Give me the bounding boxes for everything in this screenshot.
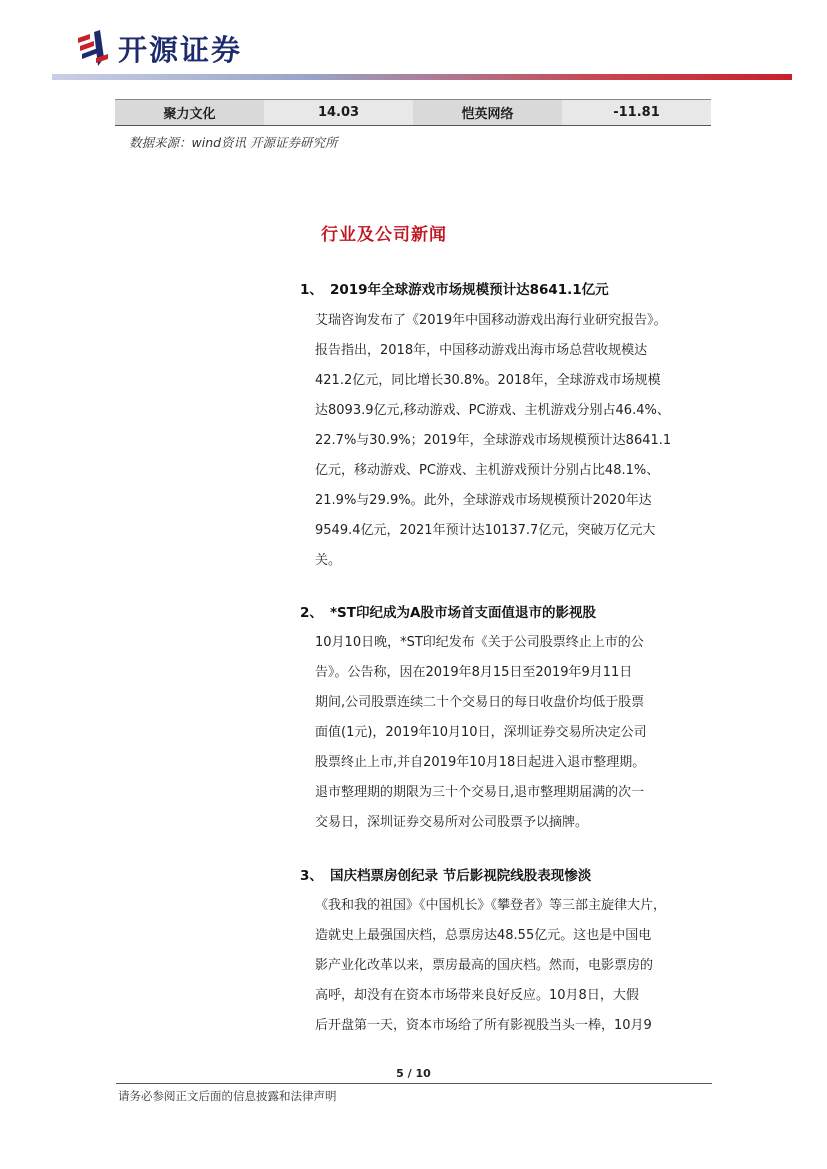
table-row — [115, 99, 711, 126]
paragraph-line: 达8093.9亿元,移动游戏、PC游戏、主机游戏分别占46.4%、 — [315, 403, 670, 418]
paragraph-line: 股票终止上市,并自2019年10月18日起进入退市整理期。 — [315, 755, 646, 770]
paragraph-line: 交易日，深圳证券交易所对公司股票予以摘牌。 — [315, 815, 589, 830]
news-number: 3、 — [300, 868, 323, 884]
news-title: 国庆档票房创纪录 节后影视院线股表现惨淡 — [330, 868, 592, 884]
paragraph-line: 报告指出，2018年，中国移动游戏出海市场总营收规模达 — [315, 343, 648, 358]
paragraph-line: 9549.4亿元，2021年预计达10137.7亿元，突破万亿元大 — [315, 523, 656, 538]
table-cell: 恺英网络 — [413, 100, 562, 125]
data-source-note: 数据来源：wind资讯 开源证券研究所 — [129, 135, 338, 150]
page-number: 5 / 10 — [396, 1067, 431, 1080]
table-cell: 14.03 — [264, 100, 413, 125]
paragraph-line: 22.7%与30.9%；2019年，全球游戏市场规模预计达8641.1 — [315, 433, 672, 448]
logo-mark-icon — [76, 28, 110, 68]
section-title: 行业及公司新闻 — [321, 225, 447, 245]
news-number: 2、 — [300, 605, 323, 621]
paragraph-line: 后开盘第一天，资本市场给了所有影视股当头一棒，10月9 — [315, 1018, 652, 1033]
news-title: 2019年全球游戏市场规模预计达8641.1亿元 — [330, 282, 609, 298]
table-cell: 聚力文化 — [115, 100, 264, 125]
paragraph-line: 《我和我的祖国》《中国机长》《攀登者》等三部主旋律大片， — [315, 898, 667, 913]
paragraph-line: 造就史上最强国庆档，总票房达48.55亿元。这也是中国电 — [315, 928, 652, 943]
paragraph-line: 期间,公司股票连续二十个交易日的每日收盘价均低于股票 — [315, 695, 645, 710]
footer-divider — [116, 1083, 712, 1084]
logo-text: 开源证券 — [118, 32, 243, 67]
table-cell: -11.81 — [562, 100, 711, 125]
paragraph-line: 影产业化改革以来，票房最高的国庆档。然而，电影票房的 — [315, 958, 654, 973]
news-title: *ST印纪成为A股市场首支面值退市的影视股 — [330, 605, 596, 621]
paragraph-line: 退市整理期的期限为三十个交易日,退市整理期届满的次一 — [315, 785, 645, 800]
paragraph-line: 艾瑞咨询发布了《2019年中国移动游戏出海行业研究报告》。 — [315, 313, 667, 328]
news-number: 1、 — [300, 282, 323, 298]
paragraph-line: 关。 — [315, 553, 342, 568]
paragraph-line: 高呼，却没有在资本市场带来良好反应。10月8日，大假 — [315, 988, 639, 1003]
company-logo — [76, 26, 242, 70]
paragraph-line: 告》。公告称，因在2019年8月15日至2019年9月11日 — [315, 665, 633, 680]
paragraph-line: 亿元，移动游戏、PC游戏、主机游戏预计分别占比48.1%、 — [315, 463, 660, 478]
header-divider — [52, 74, 792, 80]
paragraph-line: 10月10日晚，*ST印纪发布《关于公司股票终止上市的公 — [315, 635, 644, 650]
legal-disclaimer: 请务必参阅正文后面的信息披露和法律声明 — [118, 1089, 337, 1103]
paragraph-line: 421.2亿元，同比增长30.8%。2018年，全球游戏市场规模 — [315, 373, 661, 388]
paragraph-line: 面值(1元)，2019年10月10日，深圳证券交易所决定公司 — [315, 725, 647, 740]
news-body-3 — [315, 891, 715, 1041]
paragraph-line: 21.9%与29.9%。此外，全球游戏市场规模预计2020年达 — [315, 493, 652, 508]
news-body-1 — [315, 306, 715, 576]
news-body-2 — [315, 628, 715, 838]
